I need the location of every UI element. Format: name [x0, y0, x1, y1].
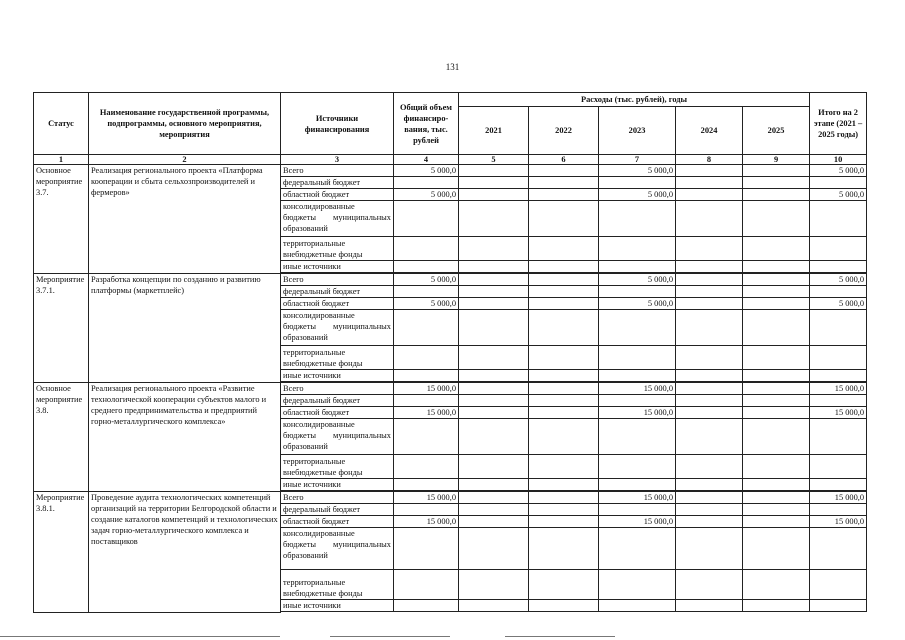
- source-municipal: [281, 528, 394, 570]
- source-territorial-line: внебюджетные фонды: [283, 359, 363, 368]
- source-municipal-word: бюджеты: [283, 322, 317, 331]
- table-row: [34, 274, 867, 286]
- source-municipal-word: муниципальных: [333, 431, 391, 440]
- column-numbers-row: [34, 155, 867, 165]
- header-year-2021: 2021: [459, 107, 529, 155]
- source-municipal: [281, 419, 394, 455]
- source-regional: областной бюджет: [281, 189, 394, 201]
- column-number: 2: [89, 155, 281, 165]
- column-number: 7: [599, 155, 676, 165]
- source-municipal-line: образований: [283, 551, 328, 560]
- header-sources: Источники финансирования: [281, 93, 394, 155]
- measure-name-cell: Проведение аудита технологических компетенций организаций на территории Белгородской области и создание каталогов компетенций и технологических задач горно-металлургического комплекса и поставщиков: [89, 492, 281, 613]
- table-row: [34, 383, 867, 395]
- header-year-2022: 2022: [529, 107, 599, 155]
- header-year-2025: 2025: [743, 107, 810, 155]
- source-municipal-line: консолидированные: [283, 529, 355, 538]
- stage-total-value: 5 000,0: [810, 189, 867, 201]
- stage-total-value: 15 000,0: [810, 516, 867, 528]
- source-all: Всего: [281, 165, 394, 177]
- source-federal: федеральный бюджет: [281, 395, 394, 407]
- total-value: 5 000,0: [394, 298, 459, 310]
- source-municipal: [281, 310, 394, 346]
- source-all: Всего: [281, 383, 394, 395]
- year-2023-value: 15 000,0: [599, 407, 676, 419]
- source-territorial: [281, 346, 394, 370]
- year-2023-value: 15 000,0: [599, 492, 676, 504]
- stage-total-value: 15 000,0: [810, 383, 867, 395]
- source-territorial-line: внебюджетные фонды: [283, 589, 363, 598]
- source-regional: областной бюджет: [281, 298, 394, 310]
- source-territorial-line: территориальные: [283, 457, 346, 466]
- column-number: 4: [394, 155, 459, 165]
- total-value: 15 000,0: [394, 492, 459, 504]
- source-municipal-line: консолидированные: [283, 311, 355, 320]
- source-other: иные источники: [281, 261, 394, 273]
- scan-edge-line: [330, 636, 450, 637]
- total-value: 15 000,0: [394, 516, 459, 528]
- header-year-2024: 2024: [676, 107, 743, 155]
- source-all: Всего: [281, 274, 394, 286]
- status-cell: Мероприятие 3.7.1.: [34, 274, 89, 383]
- source-regional: областной бюджет: [281, 407, 394, 419]
- source-municipal-line: консолидированные: [283, 420, 355, 429]
- source-municipal-line: образований: [283, 224, 328, 233]
- header-expenses: Расходы (тыс. рублей), годы: [459, 93, 810, 107]
- source-territorial: [281, 237, 394, 261]
- source-municipal: [281, 201, 394, 237]
- column-number: 5: [459, 155, 529, 165]
- header-total: Общий объем финансиро-вания, тыс. рублей: [394, 93, 459, 155]
- total-value: 15 000,0: [394, 407, 459, 419]
- header-stage-total: Итого на 2 этапе (2021 – 2025 годы): [810, 93, 867, 155]
- stage-total-value: 5 000,0: [810, 165, 867, 177]
- stage-total-value: 15 000,0: [810, 407, 867, 419]
- source-municipal-word: бюджеты: [283, 431, 317, 440]
- stage-total-value: 5 000,0: [810, 298, 867, 310]
- source-territorial: [281, 570, 394, 600]
- source-municipal-word: муниципальных: [333, 322, 391, 331]
- column-number: 3: [281, 155, 394, 165]
- source-territorial-line: внебюджетные фонды: [283, 468, 363, 477]
- source-all: Всего: [281, 492, 394, 504]
- budget-table: [33, 92, 867, 613]
- stage-total-value: 5 000,0: [810, 274, 867, 286]
- source-municipal-line: консолидированные: [283, 202, 355, 211]
- source-municipal-word: бюджеты: [283, 540, 317, 549]
- scan-edge-line: [505, 636, 615, 637]
- total-value: 5 000,0: [394, 274, 459, 286]
- header-status: Статус: [34, 93, 89, 155]
- header-name: Наименование государственной программы, подпрограммы, основного мероприятия, мероприятия: [89, 93, 281, 155]
- status-cell: Основное мероприятие 3.7.: [34, 165, 89, 274]
- column-number: 9: [743, 155, 810, 165]
- source-municipal-line: образований: [283, 442, 328, 451]
- source-municipal-word: муниципальных: [333, 540, 391, 549]
- column-number: 10: [810, 155, 867, 165]
- column-number: 1: [34, 155, 89, 165]
- measure-name-cell: Реализация регионального проекта «Развитие технологической кооперации субъектов малого и среднего предпринимательства и предприятий горно-металлургического комплекса»: [89, 383, 281, 492]
- source-territorial: [281, 455, 394, 479]
- year-2023-value: 15 000,0: [599, 516, 676, 528]
- source-territorial-line: внебюджетные фонды: [283, 250, 363, 259]
- source-territorial-line: территориальные: [283, 239, 346, 248]
- column-number: 6: [529, 155, 599, 165]
- measure-name-cell: Реализация регионального проекта «Платформа кооперации и сбыта сельхозпроизводителей и фермеров»: [89, 165, 281, 274]
- year-2023-value: 15 000,0: [599, 383, 676, 395]
- status-cell: Мероприятие 3.8.1.: [34, 492, 89, 613]
- source-territorial-line: территориальные: [283, 578, 346, 587]
- status-cell: Основное мероприятие 3.8.: [34, 383, 89, 492]
- year-2023-value: 5 000,0: [599, 189, 676, 201]
- table-row: [34, 165, 867, 177]
- scan-edge-line: [0, 636, 280, 637]
- year-2023-value: 5 000,0: [599, 274, 676, 286]
- total-value: 5 000,0: [394, 165, 459, 177]
- source-municipal-word: муниципальных: [333, 213, 391, 222]
- source-regional: областной бюджет: [281, 516, 394, 528]
- source-municipal-word: бюджеты: [283, 213, 317, 222]
- source-other: иные источники: [281, 479, 394, 491]
- year-2023-value: 5 000,0: [599, 298, 676, 310]
- year-2023-value: 5 000,0: [599, 165, 676, 177]
- table-row: [34, 492, 867, 504]
- source-other: иные источники: [281, 600, 394, 612]
- column-number: 8: [676, 155, 743, 165]
- stage-total-value: 15 000,0: [810, 492, 867, 504]
- source-other: иные источники: [281, 370, 394, 382]
- page-number: 131: [445, 62, 460, 72]
- source-federal: федеральный бюджет: [281, 286, 394, 298]
- total-value: 5 000,0: [394, 189, 459, 201]
- source-territorial-line: территориальные: [283, 348, 346, 357]
- source-federal: федеральный бюджет: [281, 504, 394, 516]
- source-federal: федеральный бюджет: [281, 177, 394, 189]
- header-year-2023: 2023: [599, 107, 676, 155]
- measure-name-cell: Разработка концепции по созданию и развитию платформы (маркетплейс): [89, 274, 281, 383]
- source-municipal-line: образований: [283, 333, 328, 342]
- total-value: 15 000,0: [394, 383, 459, 395]
